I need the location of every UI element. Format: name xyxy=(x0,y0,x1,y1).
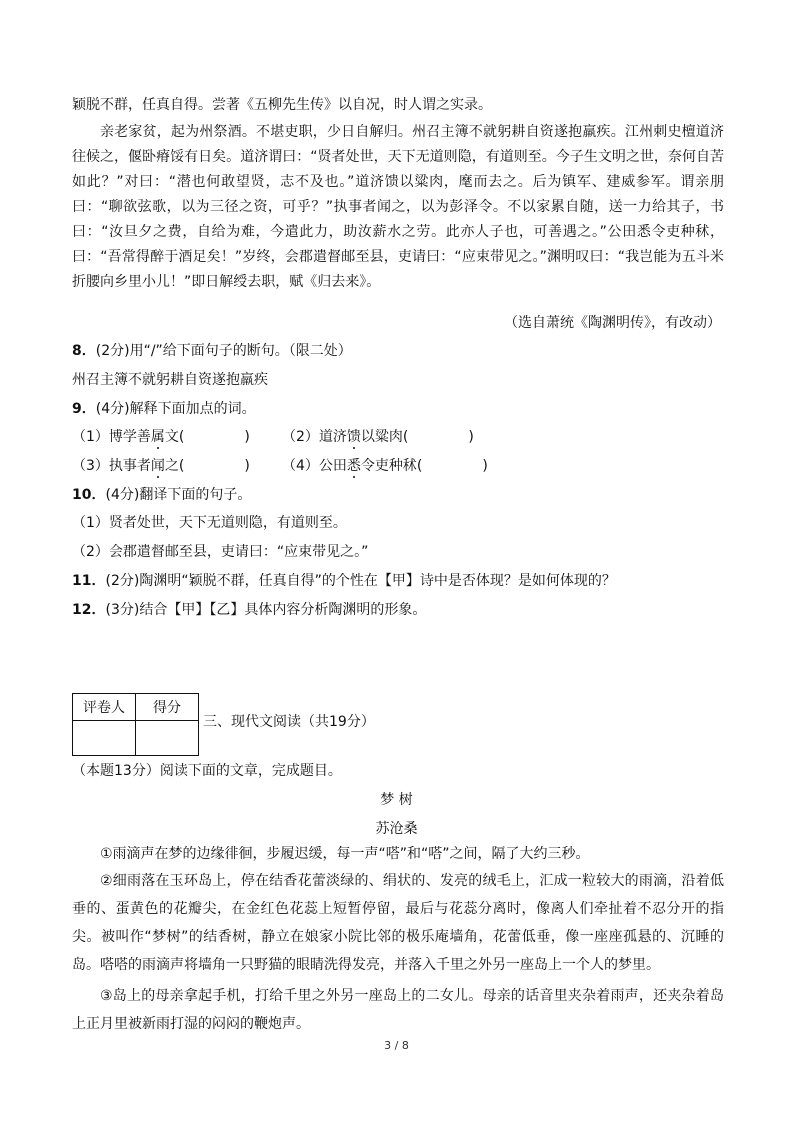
q9-3-dotted-word: 闻 xyxy=(150,458,165,474)
article-author: 苏沧桑 xyxy=(375,821,418,837)
question-12 xyxy=(72,600,426,620)
q9-4-pre: （4）公田 xyxy=(282,458,347,474)
question-10 xyxy=(72,485,251,505)
q9-3-post: 之( xyxy=(164,458,185,474)
q9-1-pre: （1）博学善 xyxy=(72,429,151,445)
question-11-number: 11． xyxy=(72,573,106,589)
question-9-item-1 xyxy=(72,427,250,447)
q9-1-dotted-word: 属 xyxy=(150,429,165,445)
q9-4-close: ) xyxy=(482,458,488,474)
question-9-item-3 xyxy=(72,456,250,476)
q9-2-post: 以粱肉( xyxy=(360,429,409,445)
q9-2-pre: （2）道济 xyxy=(282,429,347,445)
q9-1-post: 文( xyxy=(164,429,185,445)
question-9-text: (4分)解释下面加点的词。 xyxy=(95,401,256,417)
question-8-text: (2分)用“/”给下面句子的断句。（限二处） xyxy=(95,343,352,359)
section-3-heading: 三、现代文阅读（共19分） xyxy=(203,714,375,730)
q9-4-dotted-word: 悉 xyxy=(346,458,361,474)
question-8-sentence: 州召主簿不就躬耕自资遂抱羸疾 xyxy=(72,372,268,388)
question-11-text: (2分)陶渊明“颖脱不群，任真自得”的个性在【甲】诗中是否体现？是如何体现的？ xyxy=(105,573,616,589)
question-8 xyxy=(72,341,352,361)
question-11 xyxy=(72,571,616,591)
article-paragraph-3: ③岛上的母亲拿起手机，打给千里之外另一座岛上的二女儿。母亲的话音里夹杂着雨声，还夹杂着岛上正月里被新雨打湿的闷闷的鞭炮声。 xyxy=(72,988,724,1032)
question-12-text: (3分)结合【甲】【乙】具体内容分析陶渊明的形象。 xyxy=(105,602,427,618)
question-10-number: 10． xyxy=(72,487,106,503)
question-10-text: (4分)翻译下面的句子。 xyxy=(105,487,252,503)
question-9-item-2 xyxy=(282,427,474,447)
reviewer-cell[interactable] xyxy=(73,721,136,756)
section-3-intro: （本题13分）阅读下面的文章，完成题目。 xyxy=(72,763,342,779)
question-12-number: 12． xyxy=(72,602,106,618)
passage-source: （选自萧统《陶渊明传》，有改动） xyxy=(504,315,721,331)
passage-paragraph-0: 颖脱不群，任真自得。尝著《五柳先生传》以自况，时人谓之实录。 xyxy=(72,97,492,113)
question-9-number: 9． xyxy=(72,401,96,417)
q9-3-close: ) xyxy=(244,458,250,474)
question-8-number: 8． xyxy=(72,343,96,359)
score-header: 得分 xyxy=(136,694,199,721)
q9-4-post: 令吏种秫( xyxy=(360,458,423,474)
q9-3-pre: （3）执事者 xyxy=(72,458,151,474)
article-paragraph-2: ②细雨落在玉环岛上，停在结香花蕾淡绿的、绢状的、发亮的绒毛上，汇成一粒较大的雨滴，沿着低垂的、蛋黄色的花瓣尖，在金红色花蕊上短暂停留，最后与花蕊分离时，像离人们牵扯着不忍分开的指尖。被叫作“梦树”的结香树，静立在娘家小院比邻的极乐庵墙角，花蕾低垂，像一座座孤悬的、沉睡的岛。嗒嗒的雨滴声将墙角一只野猫的眼睛洗得发亮，并落入千里之外另一座岛上一个人的梦里。 xyxy=(72,873,724,973)
page-number: 3 / 8 xyxy=(384,1039,409,1052)
question-9 xyxy=(72,399,256,419)
article-title: 梦 树 xyxy=(380,792,413,808)
q9-1-close: ) xyxy=(244,429,250,445)
article-paragraph-1: ①雨滴声在梦的边缘徘徊，步履迟缓，每一声“嗒”和“嗒”之间，隔了大约三秒。 xyxy=(100,846,590,862)
passage-paragraph-1: 亲老家贫，起为州祭酒。不堪吏职，少日自解归。州召主簿不就躬耕自资遂抱羸疾。江州刺史檀道济往候之，偃卧瘠馁有日矣。道济谓曰：“贤者处世，天下无道则隐，有道则至。今子生文明之世，奈何自苦如此？”对曰：“潜也何敢望贤，志不及也。”道济馈以粱肉，麾而去之。后为镇军、建威参军。谓亲朋曰：“聊欲弦歌，以为三径之资，可乎？”执事者闻之，以为彭泽令。不以家累自随，送一力给其子，书曰：“汝旦夕之费，自给为难，今遣此力，助汝薪水之劳。此亦人子也，可善遇之。”公田悉令吏种秫，曰：“吾常得醉于酒足矣！”岁终，会郡遣督邮至县，吏请曰：“应束带见之。”渊明叹曰：“我岂能为五斗米折腰向乡里小儿！”即日解绶去职，赋《归去来》。 xyxy=(72,124,724,290)
q9-2-close: ) xyxy=(468,429,474,445)
question-10-item-2: （2）会郡遣督邮至县，吏请曰：“应束带见之。” xyxy=(72,544,369,560)
question-10-item-1: （1）贤者处世，天下无道则隐，有道则至。 xyxy=(72,515,347,531)
q9-2-dotted-word: 馈 xyxy=(346,429,361,445)
reviewer-header: 评卷人 xyxy=(73,694,136,721)
score-cell[interactable] xyxy=(136,721,199,756)
score-table xyxy=(72,693,199,756)
question-9-item-4 xyxy=(282,456,488,476)
